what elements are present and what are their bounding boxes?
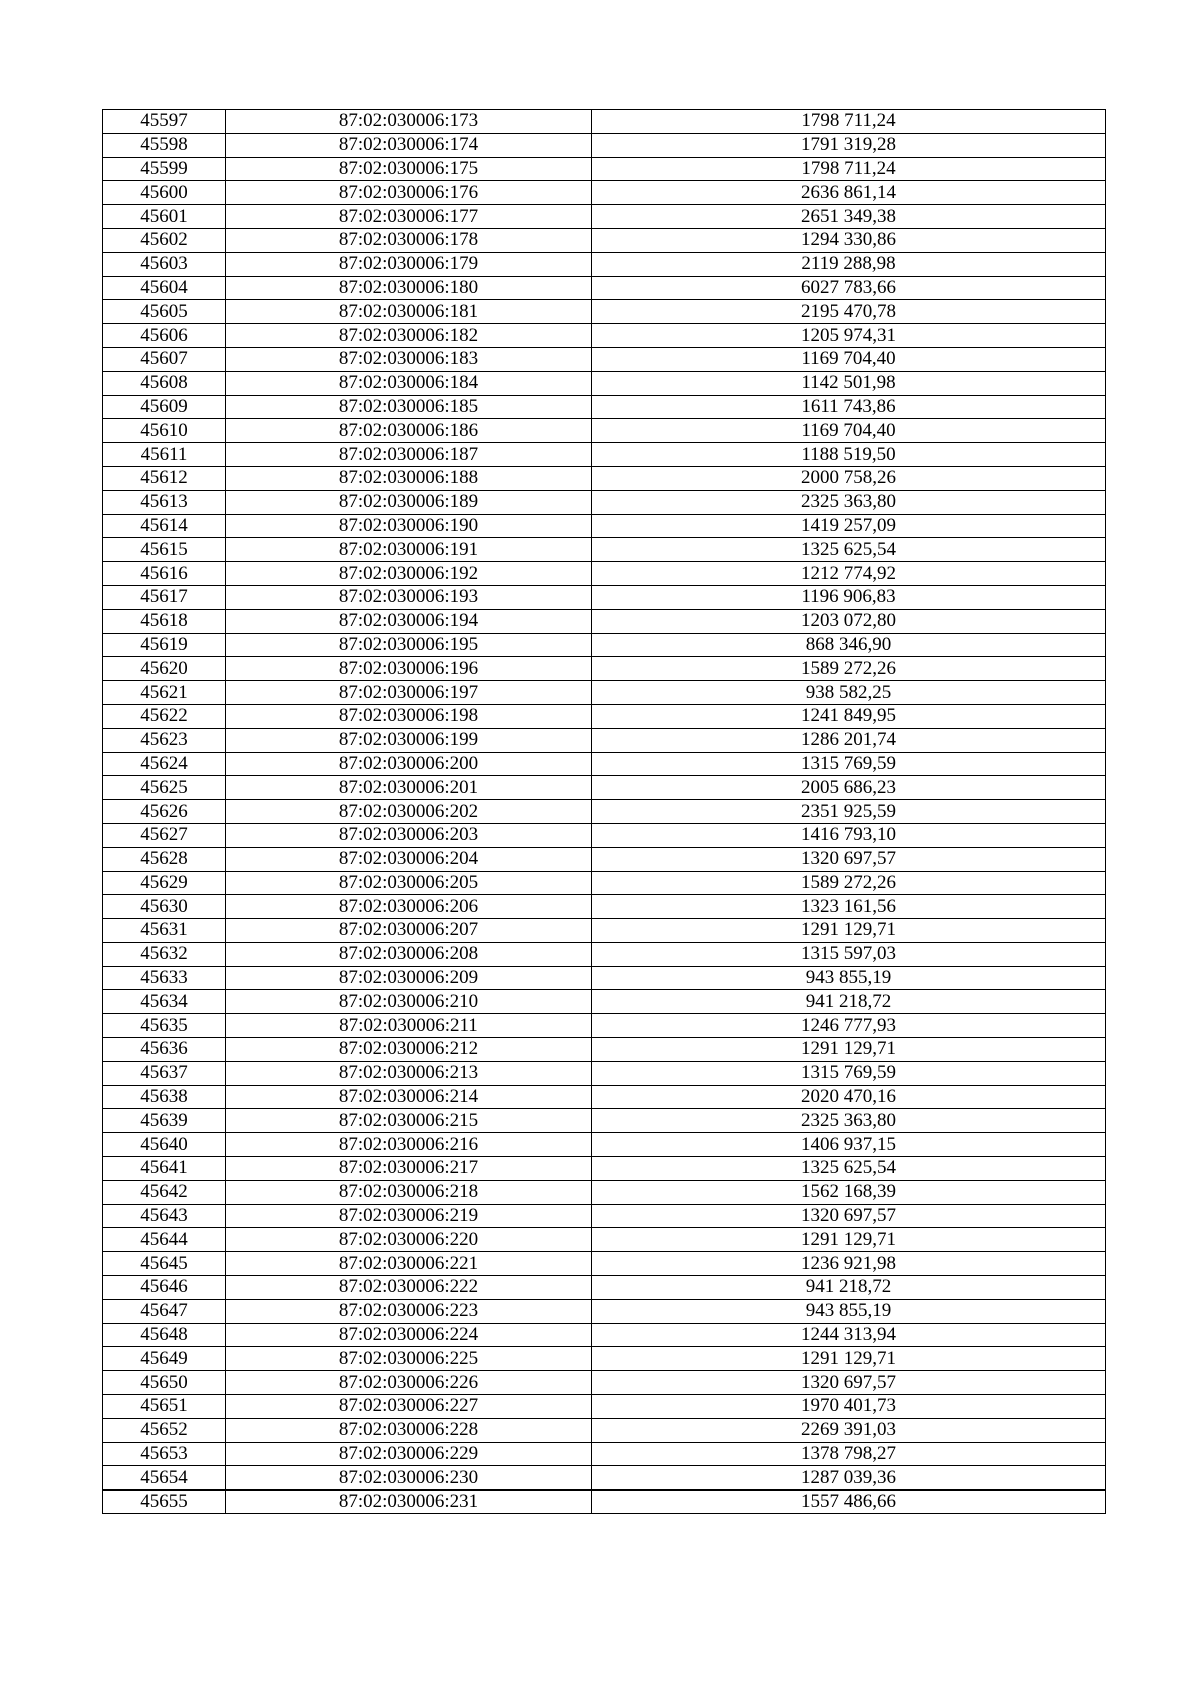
cadastral-number-cell: 87:02:030006:175	[226, 157, 592, 181]
row-number-cell: 45654	[103, 1466, 226, 1490]
cadastral-number-cell: 87:02:030006:183	[226, 347, 592, 371]
table-row	[103, 490, 1106, 514]
table-row	[103, 657, 1106, 681]
row-number-cell: 45602	[103, 228, 226, 252]
table-row	[103, 1061, 1106, 1085]
table-row	[103, 1133, 1106, 1157]
row-number-cell: 45652	[103, 1418, 226, 1442]
table-row	[103, 1466, 1106, 1490]
cadastral-value-cell: 1562 168,39	[592, 1180, 1106, 1204]
table-row	[103, 133, 1106, 157]
row-number-cell: 45605	[103, 300, 226, 324]
row-number-cell: 45614	[103, 514, 226, 538]
row-number-cell: 45597	[103, 110, 226, 134]
cadastral-number-cell: 87:02:030006:173	[226, 110, 592, 134]
cadastral-number-cell: 87:02:030006:230	[226, 1466, 592, 1490]
table-row	[103, 1085, 1106, 1109]
cadastral-value-cell: 1291 129,71	[592, 1038, 1106, 1062]
cadastral-value-cell: 943 855,19	[592, 1299, 1106, 1323]
table-row	[103, 800, 1106, 824]
row-number-cell: 45622	[103, 704, 226, 728]
cadastral-value-cell: 1212 774,92	[592, 562, 1106, 586]
row-number-cell: 45639	[103, 1109, 226, 1133]
table-row	[103, 1204, 1106, 1228]
cadastral-number-cell: 87:02:030006:212	[226, 1038, 592, 1062]
row-number-cell: 45640	[103, 1133, 226, 1157]
cadastral-number-cell: 87:02:030006:222	[226, 1276, 592, 1300]
cadastral-number-cell: 87:02:030006:213	[226, 1061, 592, 1085]
row-number-cell: 45604	[103, 276, 226, 300]
cadastral-value-cell: 1203 072,80	[592, 609, 1106, 633]
row-number-cell: 45619	[103, 633, 226, 657]
cadastral-number-cell: 87:02:030006:186	[226, 419, 592, 443]
cadastral-value-cell: 1419 257,09	[592, 514, 1106, 538]
cadastral-number-cell: 87:02:030006:187	[226, 443, 592, 467]
row-number-cell: 45612	[103, 466, 226, 490]
table-row	[103, 728, 1106, 752]
cadastral-number-cell: 87:02:030006:224	[226, 1323, 592, 1347]
cadastral-number-cell: 87:02:030006:208	[226, 942, 592, 966]
cadastral-number-cell: 87:02:030006:207	[226, 919, 592, 943]
cadastral-number-cell: 87:02:030006:217	[226, 1157, 592, 1181]
cadastral-value-cell: 1236 921,98	[592, 1252, 1106, 1276]
table-row	[103, 1014, 1106, 1038]
row-number-cell: 45637	[103, 1061, 226, 1085]
row-number-cell: 45636	[103, 1038, 226, 1062]
cadastral-value-cell: 1246 777,93	[592, 1014, 1106, 1038]
cadastral-value-cell: 2269 391,03	[592, 1418, 1106, 1442]
row-number-cell: 45625	[103, 776, 226, 800]
cadastral-value-cell: 1169 704,40	[592, 419, 1106, 443]
table-row	[103, 990, 1106, 1014]
table-row	[103, 942, 1106, 966]
cadastral-number-cell: 87:02:030006:201	[226, 776, 592, 800]
cadastral-value-cell: 1169 704,40	[592, 347, 1106, 371]
row-number-cell: 45650	[103, 1371, 226, 1395]
table-row	[103, 966, 1106, 990]
cadastral-value-cell: 1406 937,15	[592, 1133, 1106, 1157]
row-number-cell: 45615	[103, 538, 226, 562]
cadastral-number-cell: 87:02:030006:229	[226, 1442, 592, 1466]
cadastral-number-cell: 87:02:030006:202	[226, 800, 592, 824]
row-number-cell: 45630	[103, 895, 226, 919]
cadastral-value-cell: 1315 597,03	[592, 942, 1106, 966]
table-row	[103, 847, 1106, 871]
table-row	[103, 252, 1106, 276]
cadastral-value-cell: 1323 161,56	[592, 895, 1106, 919]
cadastral-value-cell: 1791 319,28	[592, 133, 1106, 157]
cadastral-number-cell: 87:02:030006:219	[226, 1204, 592, 1228]
row-number-cell: 45643	[103, 1204, 226, 1228]
cadastral-number-cell: 87:02:030006:185	[226, 395, 592, 419]
row-number-cell: 45649	[103, 1347, 226, 1371]
cadastral-number-cell: 87:02:030006:221	[226, 1252, 592, 1276]
row-number-cell: 45600	[103, 181, 226, 205]
table-row	[103, 1418, 1106, 1442]
cadastral-value-cell: 1320 697,57	[592, 1371, 1106, 1395]
table-row	[103, 585, 1106, 609]
cadastral-value-table	[102, 109, 1106, 1514]
table-row	[103, 1395, 1106, 1419]
table-row	[103, 347, 1106, 371]
table-row	[103, 681, 1106, 705]
cadastral-number-cell: 87:02:030006:177	[226, 205, 592, 229]
row-number-cell: 45607	[103, 347, 226, 371]
cadastral-number-cell: 87:02:030006:199	[226, 728, 592, 752]
cadastral-value-cell: 1315 769,59	[592, 1061, 1106, 1085]
table-row	[103, 538, 1106, 562]
cadastral-value-cell: 1287 039,36	[592, 1466, 1106, 1490]
cadastral-value-cell: 1325 625,54	[592, 538, 1106, 562]
cadastral-value-cell: 1291 129,71	[592, 1347, 1106, 1371]
row-number-cell: 45634	[103, 990, 226, 1014]
cadastral-value-cell: 2325 363,80	[592, 490, 1106, 514]
table-row	[103, 562, 1106, 586]
cadastral-value-cell: 2000 758,26	[592, 466, 1106, 490]
cadastral-number-cell: 87:02:030006:191	[226, 538, 592, 562]
row-number-cell: 45618	[103, 609, 226, 633]
table-row	[103, 419, 1106, 443]
row-number-cell: 45601	[103, 205, 226, 229]
row-number-cell: 45646	[103, 1276, 226, 1300]
row-number-cell: 45644	[103, 1228, 226, 1252]
table-row	[103, 1276, 1106, 1300]
row-number-cell: 45627	[103, 823, 226, 847]
row-number-cell: 45638	[103, 1085, 226, 1109]
cadastral-number-cell: 87:02:030006:220	[226, 1228, 592, 1252]
table-row	[103, 324, 1106, 348]
cadastral-number-cell: 87:02:030006:218	[226, 1180, 592, 1204]
table-row	[103, 514, 1106, 538]
table-row	[103, 1038, 1106, 1062]
table-row	[103, 443, 1106, 467]
cadastral-value-cell: 1378 798,27	[592, 1442, 1106, 1466]
row-number-cell: 45647	[103, 1299, 226, 1323]
cadastral-number-cell: 87:02:030006:204	[226, 847, 592, 871]
table-row	[103, 1157, 1106, 1181]
table-row	[103, 871, 1106, 895]
cadastral-value-cell: 2651 349,38	[592, 205, 1106, 229]
cadastral-value-cell: 1970 401,73	[592, 1395, 1106, 1419]
cadastral-value-cell: 1315 769,59	[592, 752, 1106, 776]
table-row	[103, 181, 1106, 205]
row-number-cell: 45617	[103, 585, 226, 609]
cadastral-number-cell: 87:02:030006:178	[226, 228, 592, 252]
row-number-cell: 45598	[103, 133, 226, 157]
cadastral-value-cell: 2351 925,59	[592, 800, 1106, 824]
table-row	[103, 919, 1106, 943]
row-number-cell: 45631	[103, 919, 226, 943]
table-row	[103, 1347, 1106, 1371]
cadastral-value-cell: 1286 201,74	[592, 728, 1106, 752]
cadastral-value-cell: 943 855,19	[592, 966, 1106, 990]
table-row	[103, 205, 1106, 229]
row-number-cell: 45609	[103, 395, 226, 419]
table-row	[103, 1490, 1106, 1514]
cadastral-number-cell: 87:02:030006:190	[226, 514, 592, 538]
table-row	[103, 157, 1106, 181]
cadastral-number-cell: 87:02:030006:176	[226, 181, 592, 205]
cadastral-value-cell: 868 346,90	[592, 633, 1106, 657]
cadastral-number-cell: 87:02:030006:209	[226, 966, 592, 990]
cadastral-number-cell: 87:02:030006:225	[226, 1347, 592, 1371]
cadastral-number-cell: 87:02:030006:194	[226, 609, 592, 633]
row-number-cell: 45648	[103, 1323, 226, 1347]
cadastral-value-cell: 941 218,72	[592, 990, 1106, 1014]
cadastral-number-cell: 87:02:030006:205	[226, 871, 592, 895]
cadastral-number-cell: 87:02:030006:215	[226, 1109, 592, 1133]
cadastral-value-cell: 1188 519,50	[592, 443, 1106, 467]
cadastral-value-cell: 1244 313,94	[592, 1323, 1106, 1347]
cadastral-number-cell: 87:02:030006:200	[226, 752, 592, 776]
cadastral-number-cell: 87:02:030006:203	[226, 823, 592, 847]
cadastral-value-cell: 2020 470,16	[592, 1085, 1106, 1109]
cadastral-value-cell: 1589 272,26	[592, 657, 1106, 681]
cadastral-number-cell: 87:02:030006:179	[226, 252, 592, 276]
cadastral-value-cell: 6027 783,66	[592, 276, 1106, 300]
row-number-cell: 45633	[103, 966, 226, 990]
table-body	[103, 110, 1106, 1514]
table-row	[103, 371, 1106, 395]
cadastral-value-cell: 1291 129,71	[592, 1228, 1106, 1252]
cadastral-number-cell: 87:02:030006:196	[226, 657, 592, 681]
row-number-cell: 45653	[103, 1442, 226, 1466]
row-number-cell: 45642	[103, 1180, 226, 1204]
table-row	[103, 609, 1106, 633]
row-number-cell: 45599	[103, 157, 226, 181]
row-number-cell: 45645	[103, 1252, 226, 1276]
cadastral-value-cell: 2195 470,78	[592, 300, 1106, 324]
table-row	[103, 1180, 1106, 1204]
row-number-cell: 45610	[103, 419, 226, 443]
table-row	[103, 276, 1106, 300]
cadastral-value-cell: 1205 974,31	[592, 324, 1106, 348]
row-number-cell: 45621	[103, 681, 226, 705]
cadastral-number-cell: 87:02:030006:193	[226, 585, 592, 609]
cadastral-value-cell: 1798 711,24	[592, 110, 1106, 134]
row-number-cell: 45651	[103, 1395, 226, 1419]
table-row	[103, 1371, 1106, 1395]
table-row	[103, 895, 1106, 919]
cadastral-number-cell: 87:02:030006:174	[226, 133, 592, 157]
cadastral-number-cell: 87:02:030006:180	[226, 276, 592, 300]
cadastral-number-cell: 87:02:030006:192	[226, 562, 592, 586]
cadastral-value-cell: 1325 625,54	[592, 1157, 1106, 1181]
cadastral-value-cell: 2636 861,14	[592, 181, 1106, 205]
table-row	[103, 1323, 1106, 1347]
cadastral-number-cell: 87:02:030006:184	[226, 371, 592, 395]
row-number-cell: 45655	[103, 1490, 226, 1514]
row-number-cell: 45641	[103, 1157, 226, 1181]
row-number-cell: 45635	[103, 1014, 226, 1038]
cadastral-value-cell: 1241 849,95	[592, 704, 1106, 728]
cadastral-value-cell: 938 582,25	[592, 681, 1106, 705]
cadastral-value-cell: 1196 906,83	[592, 585, 1106, 609]
table-row	[103, 633, 1106, 657]
row-number-cell: 45608	[103, 371, 226, 395]
cadastral-value-cell: 1320 697,57	[592, 1204, 1106, 1228]
table-row	[103, 704, 1106, 728]
cadastral-value-cell: 2005 686,23	[592, 776, 1106, 800]
cadastral-number-cell: 87:02:030006:210	[226, 990, 592, 1014]
row-number-cell: 45620	[103, 657, 226, 681]
cadastral-number-cell: 87:02:030006:206	[226, 895, 592, 919]
cadastral-number-cell: 87:02:030006:223	[226, 1299, 592, 1323]
cadastral-number-cell: 87:02:030006:189	[226, 490, 592, 514]
table-row	[103, 1299, 1106, 1323]
table-row	[103, 395, 1106, 419]
cadastral-number-cell: 87:02:030006:198	[226, 704, 592, 728]
row-number-cell: 45611	[103, 443, 226, 467]
cadastral-value-cell: 2325 363,80	[592, 1109, 1106, 1133]
cadastral-number-cell: 87:02:030006:188	[226, 466, 592, 490]
cadastral-value-cell: 2119 288,98	[592, 252, 1106, 276]
cadastral-value-cell: 1611 743,86	[592, 395, 1106, 419]
cadastral-number-cell: 87:02:030006:211	[226, 1014, 592, 1038]
cadastral-number-cell: 87:02:030006:197	[226, 681, 592, 705]
cadastral-number-cell: 87:02:030006:227	[226, 1395, 592, 1419]
row-number-cell: 45632	[103, 942, 226, 966]
cadastral-value-cell: 1291 129,71	[592, 919, 1106, 943]
cadastral-value-cell: 1589 272,26	[592, 871, 1106, 895]
cadastral-number-cell: 87:02:030006:182	[226, 324, 592, 348]
table-row	[103, 776, 1106, 800]
cadastral-value-cell: 1798 711,24	[592, 157, 1106, 181]
cadastral-value-cell: 1142 501,98	[592, 371, 1106, 395]
table-row	[103, 466, 1106, 490]
cadastral-value-cell: 1294 330,86	[592, 228, 1106, 252]
table-row	[103, 300, 1106, 324]
cadastral-number-cell: 87:02:030006:195	[226, 633, 592, 657]
table-row	[103, 1442, 1106, 1466]
cadastral-number-cell: 87:02:030006:216	[226, 1133, 592, 1157]
row-number-cell: 45603	[103, 252, 226, 276]
table-row	[103, 823, 1106, 847]
table-row	[103, 110, 1106, 134]
table-row	[103, 752, 1106, 776]
cadastral-number-cell: 87:02:030006:181	[226, 300, 592, 324]
table-row	[103, 228, 1106, 252]
row-number-cell: 45624	[103, 752, 226, 776]
cadastral-value-cell: 1416 793,10	[592, 823, 1106, 847]
table-row	[103, 1109, 1106, 1133]
cadastral-number-cell: 87:02:030006:226	[226, 1371, 592, 1395]
row-number-cell: 45623	[103, 728, 226, 752]
table-row	[103, 1252, 1106, 1276]
table-row	[103, 1228, 1106, 1252]
row-number-cell: 45629	[103, 871, 226, 895]
row-number-cell: 45628	[103, 847, 226, 871]
row-number-cell: 45626	[103, 800, 226, 824]
cadastral-number-cell: 87:02:030006:214	[226, 1085, 592, 1109]
row-number-cell: 45606	[103, 324, 226, 348]
cadastral-number-cell: 87:02:030006:228	[226, 1418, 592, 1442]
row-number-cell: 45616	[103, 562, 226, 586]
cadastral-value-cell: 941 218,72	[592, 1276, 1106, 1300]
cadastral-number-cell: 87:02:030006:231	[226, 1490, 592, 1514]
cadastral-value-cell: 1320 697,57	[592, 847, 1106, 871]
row-number-cell: 45613	[103, 490, 226, 514]
cadastral-value-cell: 1557 486,66	[592, 1490, 1106, 1514]
